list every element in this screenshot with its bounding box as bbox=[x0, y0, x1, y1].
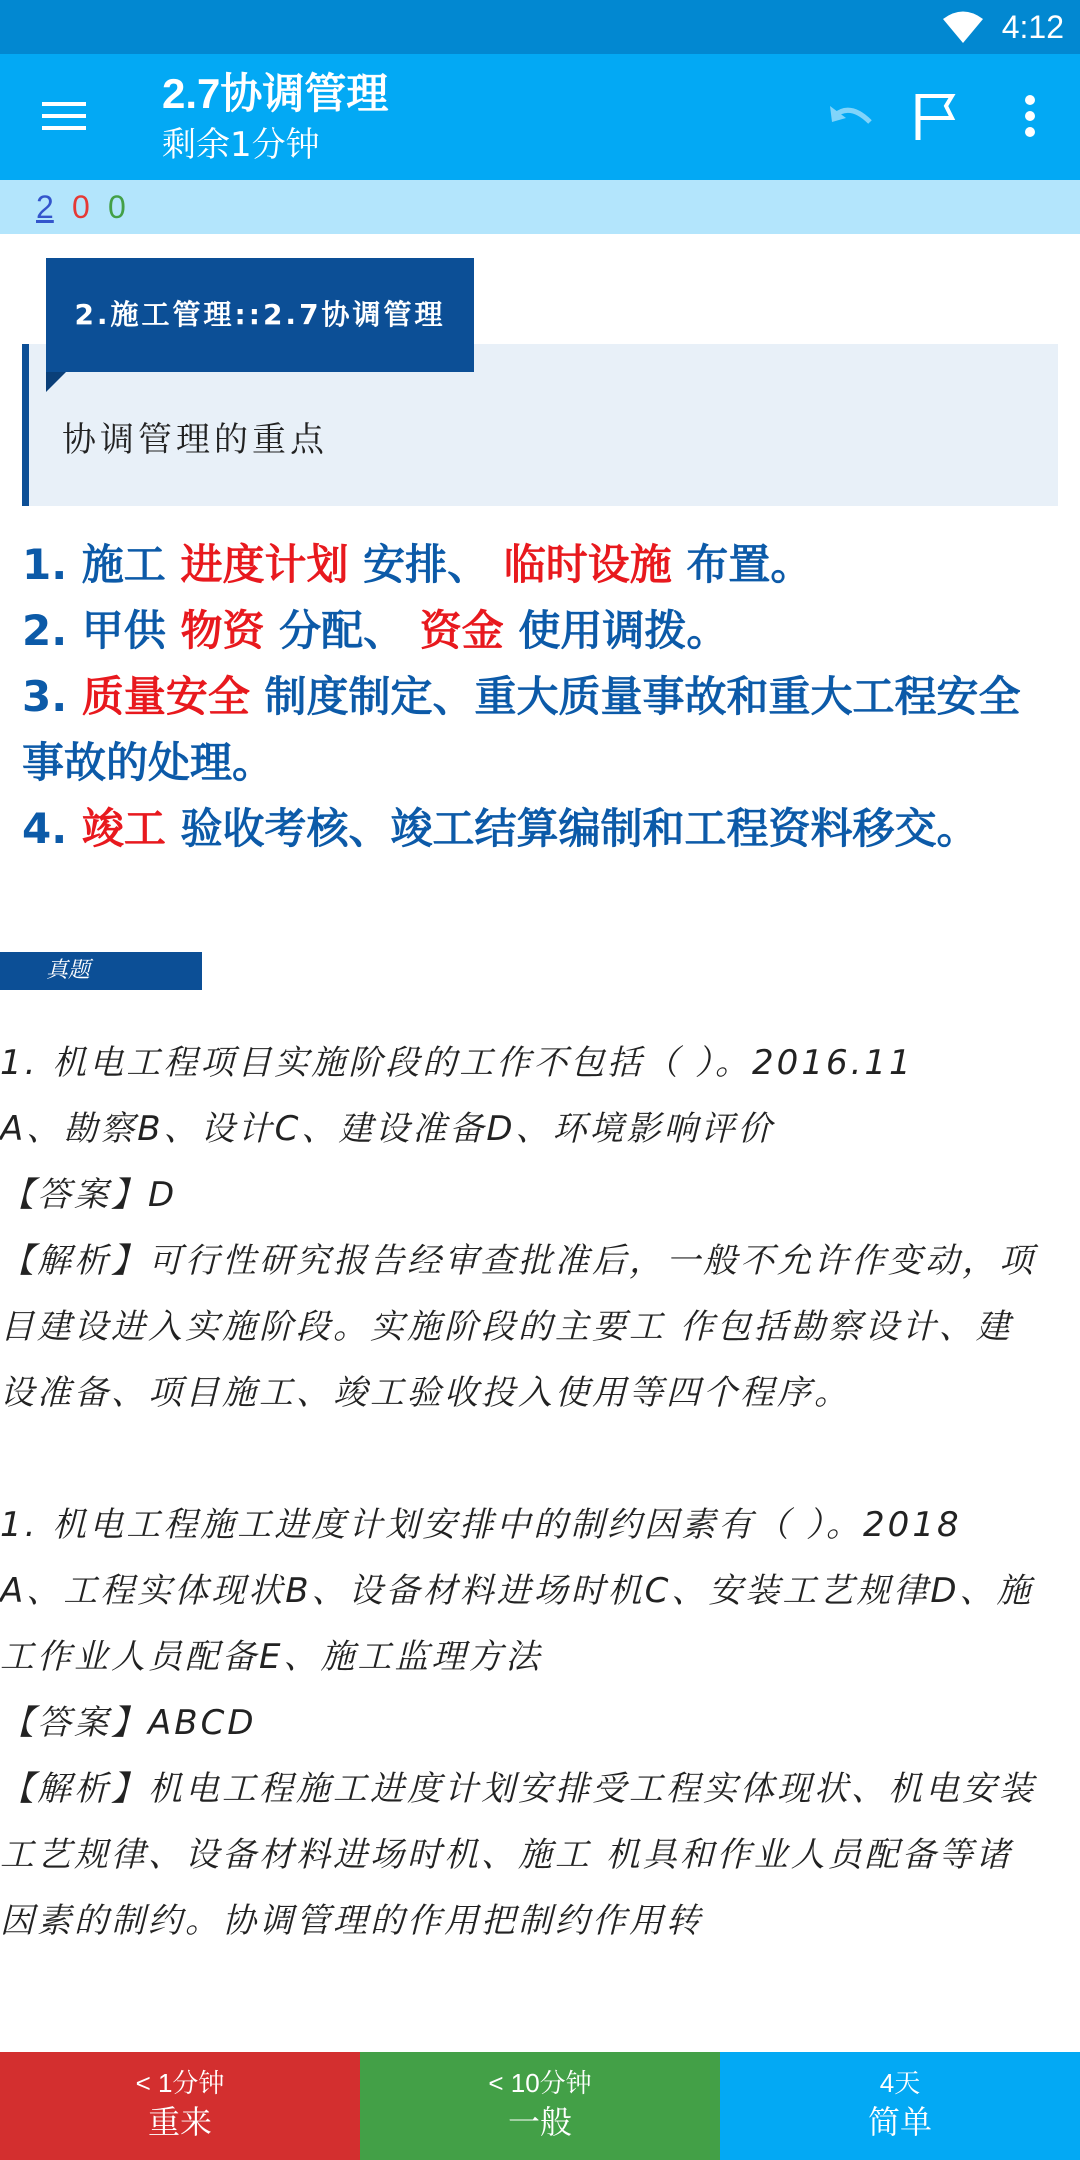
point-text: 1. 施工 bbox=[22, 540, 181, 589]
time-remaining: 剩余1分钟 bbox=[162, 125, 320, 165]
deck-tag: 2.施工管理::2.7协调管理 bbox=[46, 258, 474, 372]
menu-icon[interactable] bbox=[42, 94, 86, 138]
good-label: 一般 bbox=[507, 2104, 572, 2140]
spacer bbox=[0, 1426, 1040, 1492]
point-highlight: 竣工 bbox=[81, 804, 166, 853]
q2-analysis: 【解析】机电工程施工进度计划安排受工程实体现状、机电安装工艺规律、设备材料进场时机、施工 机具和作业人员配备等诸因素的制约。协调管理的作用把制约作用转 bbox=[0, 1769, 1036, 1941]
learning-count: 0 bbox=[72, 189, 90, 225]
section-tag: 真题 bbox=[0, 952, 202, 990]
q1-analysis: 【解析】可行性研究报告经审查批准后，一般不允许作变动，项目建设进入实施阶段。实施阶段的主要工 作包括勘察设计、建设准备、项目施工、竣工验收投入使用等四个程序。 bbox=[0, 1241, 1036, 1413]
good-interval: < 10分钟 bbox=[488, 2068, 592, 2098]
point-text: 验收考核、竣工结算编制和工程资料移交。 bbox=[165, 804, 979, 853]
more-vert-icon[interactable] bbox=[1012, 90, 1048, 142]
q1-stem: 1. 机电工程项目实施阶段的工作不包括（ ）。2016.11 bbox=[0, 1043, 914, 1083]
flag-icon[interactable] bbox=[912, 90, 960, 142]
page-title: 2.7协调管理 bbox=[162, 70, 389, 117]
good-button[interactable] bbox=[360, 2052, 720, 2160]
answer-buttons bbox=[0, 2052, 1080, 2160]
tag-fold bbox=[46, 372, 66, 392]
point-text: 使用调拨。 bbox=[503, 606, 729, 655]
easy-label: 简单 bbox=[867, 2104, 932, 2140]
app-bar bbox=[0, 54, 1080, 180]
again-button[interactable] bbox=[0, 2052, 360, 2160]
status-bar bbox=[0, 0, 1080, 54]
point-4 bbox=[22, 796, 1062, 862]
point-3 bbox=[22, 664, 1062, 796]
again-interval: < 1分钟 bbox=[135, 2068, 225, 2098]
point-highlight: 物资 bbox=[180, 606, 265, 655]
review-count: 0 bbox=[108, 189, 126, 225]
again-label: 重来 bbox=[147, 2104, 212, 2140]
q2-options: A、工程实体现状B、设备材料进场时机C、安装工艺规律D、施工作业人员配备E、施工监理方法 bbox=[0, 1571, 1034, 1677]
point-text: 布置。 bbox=[671, 540, 813, 589]
q2-answer: 【答案】ABCD bbox=[0, 1703, 257, 1743]
card-counters bbox=[0, 180, 1080, 234]
point-text: 4. bbox=[22, 804, 82, 853]
point-text: 制度制定、重大质量事故和重大工程安全事故的处理。 bbox=[22, 672, 1021, 787]
status-time: 4:12 bbox=[1001, 9, 1064, 45]
point-text: 2. 甲供 bbox=[22, 606, 181, 655]
point-highlight: 进度计划 bbox=[180, 540, 349, 589]
point-text: 分配、 bbox=[264, 606, 420, 655]
answer-points bbox=[22, 532, 1062, 862]
point-highlight: 临时设施 bbox=[503, 540, 672, 589]
new-count: 2 bbox=[36, 189, 54, 225]
point-2 bbox=[22, 598, 1062, 664]
past-exam-questions bbox=[0, 1030, 1040, 1954]
point-text: 安排、 bbox=[348, 540, 504, 589]
easy-interval: 4天 bbox=[879, 2068, 921, 2098]
wifi-icon bbox=[942, 10, 984, 44]
point-text: 3. bbox=[22, 672, 82, 721]
easy-button[interactable] bbox=[720, 2052, 1080, 2160]
point-1 bbox=[22, 532, 1062, 598]
question-text: 协调管理的重点 bbox=[62, 420, 328, 460]
q2-stem: 1. 机电工程施工进度计划安排中的制约因素有（ ）。2018 bbox=[0, 1505, 962, 1545]
q1-answer: 【答案】D bbox=[0, 1175, 178, 1215]
point-highlight: 资金 bbox=[419, 606, 504, 655]
undo-icon[interactable] bbox=[826, 92, 878, 144]
q1-options: A、勘察B、设计C、建设准备D、环境影响评价 bbox=[0, 1109, 775, 1149]
point-highlight: 质量安全 bbox=[81, 672, 250, 721]
